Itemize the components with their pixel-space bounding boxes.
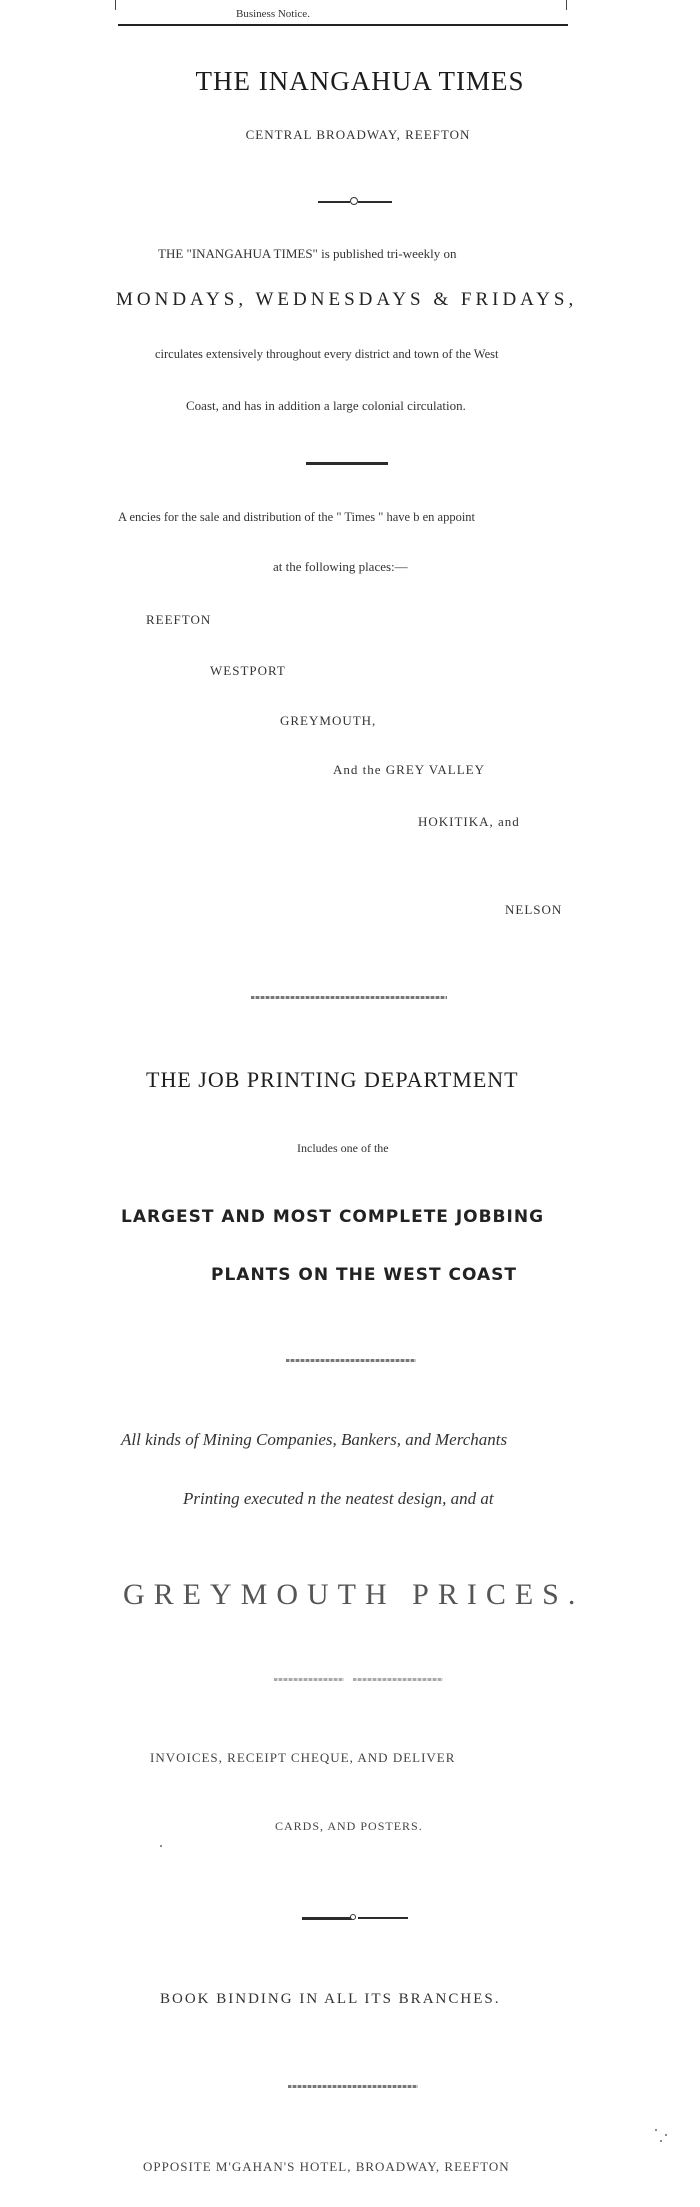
agency-place-hokitika: HOKITIKA, and bbox=[418, 814, 520, 829]
items-line-2: CARDS, AND POSTERS. bbox=[275, 1819, 423, 1833]
agencies-line-2: at the following places:— bbox=[273, 559, 408, 574]
ornament-rule-right bbox=[358, 201, 392, 203]
job-printing-bold-line-2: PLANTS ON THE WEST COAST bbox=[211, 1265, 517, 1285]
business-notice-label: Business Notice. bbox=[236, 8, 310, 20]
publication-line-2: circulates extensively throughout every district and town of the West bbox=[155, 347, 499, 361]
agency-place-greymouth: GREYMOUTH, bbox=[280, 713, 377, 728]
publication-line-1: THE "INANGAHUA TIMES" is published tri-weekly on bbox=[158, 246, 457, 261]
publication-days: MONDAYS, WEDNESDAYS & FRIDAYS, bbox=[116, 289, 578, 310]
agency-place-nelson: NELSON bbox=[505, 902, 563, 917]
header-rule bbox=[118, 24, 568, 26]
job-printing-title: THE JOB PRINTING DEPARTMENT bbox=[146, 1067, 519, 1092]
column-line-right bbox=[566, 0, 567, 10]
agency-place-westport: WESTPORT bbox=[210, 663, 286, 678]
column-line-left bbox=[115, 0, 116, 10]
section-rule-4b bbox=[353, 1678, 443, 1681]
print-speck bbox=[160, 1845, 162, 1847]
newspaper-address: CENTRAL BROADWAY, REEFTON bbox=[245, 127, 471, 142]
ornament-rule-left bbox=[318, 201, 350, 203]
footer-address: OPPOSITE M'GAHAN'S HOTEL, BROADWAY, REEFTON bbox=[143, 2159, 510, 2174]
agencies-line-1: A encies for the sale and distribution of the " Times " have b en appoint bbox=[118, 510, 476, 524]
section-rule-5 bbox=[288, 2085, 418, 2088]
kinds-line-2: Printing executed n the neatest design, and at bbox=[183, 1489, 494, 1508]
book-binding-line: BOOK BINDING IN ALL ITS BRANCHES. bbox=[160, 1991, 501, 2007]
greymouth-prices: GREYMOUTH PRICES. bbox=[123, 1578, 585, 1611]
newspaper-title: THE INANGAHUA TIMES bbox=[195, 66, 525, 96]
kinds-line-1: All kinds of Mining Companies, Bankers, and Merchants bbox=[121, 1430, 508, 1449]
section-rule-4a bbox=[274, 1678, 344, 1681]
section-rule-3 bbox=[286, 1359, 416, 1362]
job-printing-bold-line-1: LARGEST AND MOST COMPLETE JOBBING bbox=[121, 1207, 545, 1227]
ornament-dot-2 bbox=[350, 1914, 356, 1920]
section-rule-1 bbox=[306, 462, 388, 465]
print-smudge bbox=[665, 2134, 667, 2136]
ornament-rule-2-left bbox=[302, 1917, 352, 1920]
job-printing-includes: Includes one of the bbox=[297, 1141, 389, 1155]
ornament-dot bbox=[350, 197, 358, 205]
publication-line-3: Coast, and has in addition a large colonial circulation. bbox=[186, 398, 466, 413]
print-smudge bbox=[660, 2140, 662, 2142]
ornament-rule-2-right bbox=[358, 1917, 408, 1919]
agency-place-grey-valley: And the GREY VALLEY bbox=[333, 762, 486, 777]
agency-place-reefton: REEFTON bbox=[146, 612, 212, 627]
items-line-1: INVOICES, RECEIPT CHEQUE, AND DELIVER bbox=[150, 1750, 456, 1765]
print-smudge bbox=[655, 2129, 657, 2131]
section-rule-2 bbox=[251, 996, 447, 999]
